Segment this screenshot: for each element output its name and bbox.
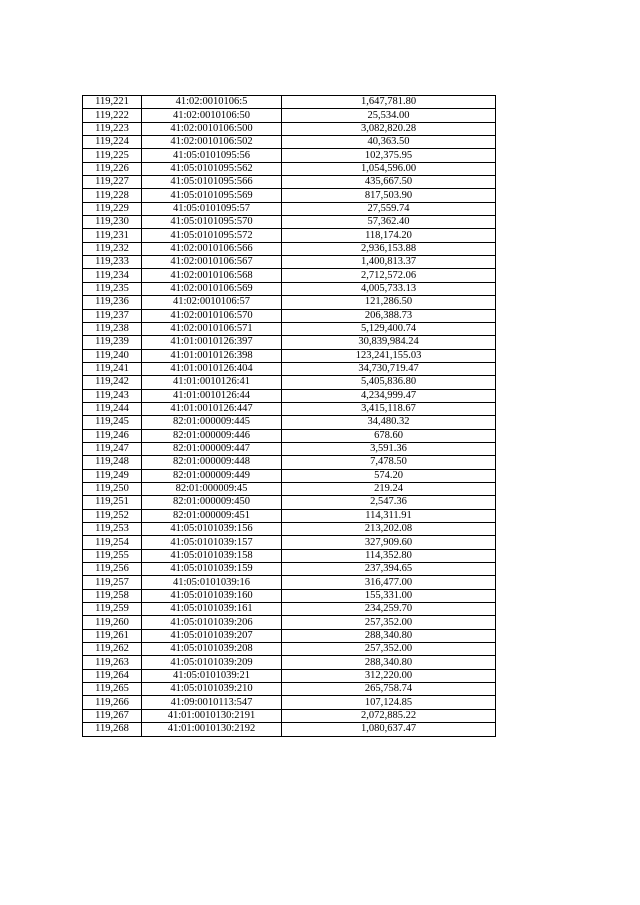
value-cell: 114,352.80 [282,549,496,562]
row-number-cell: 119,234 [83,269,142,282]
cadastral-number-cell: 41:01:0010126:44 [142,389,282,402]
row-number-cell: 119,230 [83,216,142,229]
table-row [83,496,496,509]
value-cell: 3,591.36 [282,442,496,455]
cadastral-number-cell: 41:05:0101095:570 [142,216,282,229]
row-number-cell: 119,221 [83,96,142,109]
table-row [83,296,496,309]
table-row [83,669,496,682]
value-cell: 34,730,719.47 [282,362,496,375]
value-cell: 206,388.73 [282,309,496,322]
cadastral-number-cell: 41:02:0010106:570 [142,309,282,322]
table-row [83,202,496,215]
row-number-cell: 119,237 [83,309,142,322]
value-cell: 34,480.32 [282,416,496,429]
value-cell: 123,241,155.03 [282,349,496,362]
value-cell: 4,005,733.13 [282,282,496,295]
value-cell: 257,352.00 [282,616,496,629]
value-cell: 3,415,118.67 [282,402,496,415]
value-cell: 5,405,836.80 [282,376,496,389]
row-number-cell: 119,240 [83,349,142,362]
row-number-cell: 119,257 [83,576,142,589]
row-number-cell: 119,235 [83,282,142,295]
value-cell: 5,129,400.74 [282,322,496,335]
value-cell: 2,936,153.88 [282,242,496,255]
table-row [83,482,496,495]
value-cell: 817,503.90 [282,189,496,202]
table-row [83,96,496,109]
row-number-cell: 119,231 [83,229,142,242]
table-row [83,402,496,415]
row-number-cell: 119,236 [83,296,142,309]
cadastral-number-cell: 41:02:0010106:571 [142,322,282,335]
cadastral-number-cell: 41:02:0010106:502 [142,136,282,149]
table-row [83,362,496,375]
cadastral-number-cell: 41:02:0010106:57 [142,296,282,309]
cadastral-number-cell: 41:02:0010106:568 [142,269,282,282]
value-cell: 1,647,781.80 [282,96,496,109]
value-cell: 30,839,984.24 [282,336,496,349]
table-row [83,176,496,189]
table-row [83,336,496,349]
table-row [83,389,496,402]
cadastral-number-cell: 41:05:0101039:156 [142,523,282,536]
table-row [83,269,496,282]
value-cell: 2,547.36 [282,496,496,509]
cadastral-number-cell: 41:05:0101095:56 [142,149,282,162]
table-row [83,256,496,269]
row-number-cell: 119,228 [83,189,142,202]
table-row [83,442,496,455]
value-cell: 1,080,637.47 [282,723,496,736]
table-row [83,589,496,602]
value-cell: 2,072,885.22 [282,709,496,722]
row-number-cell: 119,243 [83,389,142,402]
value-cell: 102,375.95 [282,149,496,162]
value-cell: 1,054,596.00 [282,162,496,175]
cadastral-number-cell: 41:02:0010106:567 [142,256,282,269]
cadastral-number-cell: 41:02:0010106:5 [142,96,282,109]
cadastral-number-cell: 41:02:0010106:50 [142,109,282,122]
table-row [83,509,496,522]
table-row [83,709,496,722]
row-number-cell: 119,250 [83,482,142,495]
table-row [83,349,496,362]
cadastral-number-cell: 82:01:000009:445 [142,416,282,429]
value-cell: 678.60 [282,429,496,442]
cadastral-number-cell: 82:01:000009:450 [142,496,282,509]
cadastral-number-cell: 41:05:0101039:21 [142,669,282,682]
cadastral-number-cell: 41:05:0101039:157 [142,536,282,549]
cadastral-number-cell: 41:05:0101039:210 [142,683,282,696]
value-cell: 27,559.74 [282,202,496,215]
value-cell: 265,758.74 [282,683,496,696]
value-cell: 2,712,572.06 [282,269,496,282]
table-row [83,136,496,149]
table-row [83,723,496,736]
table-row [83,603,496,616]
row-number-cell: 119,265 [83,683,142,696]
value-cell: 288,340.80 [282,656,496,669]
row-number-cell: 119,253 [83,523,142,536]
row-number-cell: 119,248 [83,456,142,469]
table-row [83,469,496,482]
table-row [83,322,496,335]
table-body [83,96,496,737]
row-number-cell: 119,262 [83,643,142,656]
row-number-cell: 119,252 [83,509,142,522]
table-row [83,149,496,162]
table-row [83,242,496,255]
value-cell: 237,394.65 [282,563,496,576]
value-cell: 118,174.20 [282,229,496,242]
cadastral-number-cell: 41:05:0101039:160 [142,589,282,602]
value-cell: 435,667.50 [282,176,496,189]
value-cell: 327,909.60 [282,536,496,549]
value-cell: 40,363.50 [282,136,496,149]
table-row [83,616,496,629]
value-cell: 7,478.50 [282,456,496,469]
row-number-cell: 119,254 [83,536,142,549]
table-row [83,429,496,442]
cadastral-number-cell: 41:01:0010126:397 [142,336,282,349]
value-cell: 155,331.00 [282,589,496,602]
table-row [83,656,496,669]
table-row [83,109,496,122]
row-number-cell: 119,222 [83,109,142,122]
row-number-cell: 119,260 [83,616,142,629]
row-number-cell: 119,242 [83,376,142,389]
cadastral-number-cell: 41:05:0101039:208 [142,643,282,656]
table-row [83,536,496,549]
row-number-cell: 119,238 [83,322,142,335]
cadastral-number-cell: 41:05:0101095:57 [142,202,282,215]
cadastral-number-cell: 41:01:0010126:41 [142,376,282,389]
cadastral-number-cell: 41:02:0010106:500 [142,122,282,135]
cadastral-number-cell: 41:05:0101095:572 [142,229,282,242]
table-row [83,216,496,229]
cadastral-number-cell: 41:01:0010130:2192 [142,723,282,736]
row-number-cell: 119,245 [83,416,142,429]
row-number-cell: 119,226 [83,162,142,175]
row-number-cell: 119,263 [83,656,142,669]
cadastral-number-cell: 41:05:0101095:566 [142,176,282,189]
table-row [83,309,496,322]
cadastral-value-table [82,95,496,737]
value-cell: 316,477.00 [282,576,496,589]
value-cell: 213,202.08 [282,523,496,536]
cadastral-number-cell: 82:01:000009:449 [142,469,282,482]
row-number-cell: 119,266 [83,696,142,709]
table-row [83,162,496,175]
table-row [83,122,496,135]
cadastral-number-cell: 41:05:0101095:562 [142,162,282,175]
cadastral-number-cell: 41:05:0101039:207 [142,629,282,642]
row-number-cell: 119,241 [83,362,142,375]
table-row [83,696,496,709]
cadastral-number-cell: 41:05:0101039:159 [142,563,282,576]
table-row [83,576,496,589]
row-number-cell: 119,244 [83,402,142,415]
cadastral-number-cell: 41:02:0010106:566 [142,242,282,255]
table-row [83,229,496,242]
row-number-cell: 119,232 [83,242,142,255]
row-number-cell: 119,268 [83,723,142,736]
value-cell: 114,311.91 [282,509,496,522]
table-row [83,563,496,576]
row-number-cell: 119,261 [83,629,142,642]
value-cell: 4,234,999.47 [282,389,496,402]
cadastral-number-cell: 41:02:0010106:569 [142,282,282,295]
cadastral-number-cell: 41:05:0101039:158 [142,549,282,562]
cadastral-number-cell: 41:05:0101039:209 [142,656,282,669]
row-number-cell: 119,256 [83,563,142,576]
table-row [83,629,496,642]
table-row [83,643,496,656]
row-number-cell: 119,258 [83,589,142,602]
row-number-cell: 119,223 [83,122,142,135]
value-cell: 57,362.40 [282,216,496,229]
cadastral-number-cell: 82:01:000009:45 [142,482,282,495]
row-number-cell: 119,224 [83,136,142,149]
value-cell: 257,352.00 [282,643,496,656]
cadastral-number-cell: 82:01:000009:447 [142,442,282,455]
value-cell: 312,220.00 [282,669,496,682]
value-cell: 25,534.00 [282,109,496,122]
cadastral-number-cell: 82:01:000009:451 [142,509,282,522]
table-row [83,376,496,389]
value-cell: 107,124.85 [282,696,496,709]
row-number-cell: 119,249 [83,469,142,482]
value-cell: 3,082,820.28 [282,122,496,135]
row-number-cell: 119,255 [83,549,142,562]
value-cell: 219.24 [282,482,496,495]
value-cell: 574.20 [282,469,496,482]
cadastral-number-cell: 41:05:0101095:569 [142,189,282,202]
cadastral-number-cell: 82:01:000009:446 [142,429,282,442]
cadastral-number-cell: 41:05:0101039:16 [142,576,282,589]
row-number-cell: 119,225 [83,149,142,162]
row-number-cell: 119,251 [83,496,142,509]
row-number-cell: 119,247 [83,442,142,455]
cadastral-number-cell: 41:01:0010126:398 [142,349,282,362]
value-cell: 1,400,813.37 [282,256,496,269]
table-row [83,456,496,469]
cadastral-number-cell: 41:09:0010113:547 [142,696,282,709]
value-cell: 288,340.80 [282,629,496,642]
row-number-cell: 119,227 [83,176,142,189]
cadastral-number-cell: 41:01:0010130:2191 [142,709,282,722]
row-number-cell: 119,259 [83,603,142,616]
table-row [83,523,496,536]
table-row [83,416,496,429]
cadastral-number-cell: 41:01:0010126:447 [142,402,282,415]
table-row [83,549,496,562]
table-row [83,683,496,696]
cadastral-number-cell: 82:01:000009:448 [142,456,282,469]
value-cell: 121,286.50 [282,296,496,309]
row-number-cell: 119,229 [83,202,142,215]
row-number-cell: 119,233 [83,256,142,269]
table-row [83,282,496,295]
table-row [83,189,496,202]
cadastral-number-cell: 41:05:0101039:161 [142,603,282,616]
row-number-cell: 119,239 [83,336,142,349]
row-number-cell: 119,267 [83,709,142,722]
row-number-cell: 119,264 [83,669,142,682]
cadastral-number-cell: 41:01:0010126:404 [142,362,282,375]
value-cell: 234,259.70 [282,603,496,616]
row-number-cell: 119,246 [83,429,142,442]
cadastral-number-cell: 41:05:0101039:206 [142,616,282,629]
